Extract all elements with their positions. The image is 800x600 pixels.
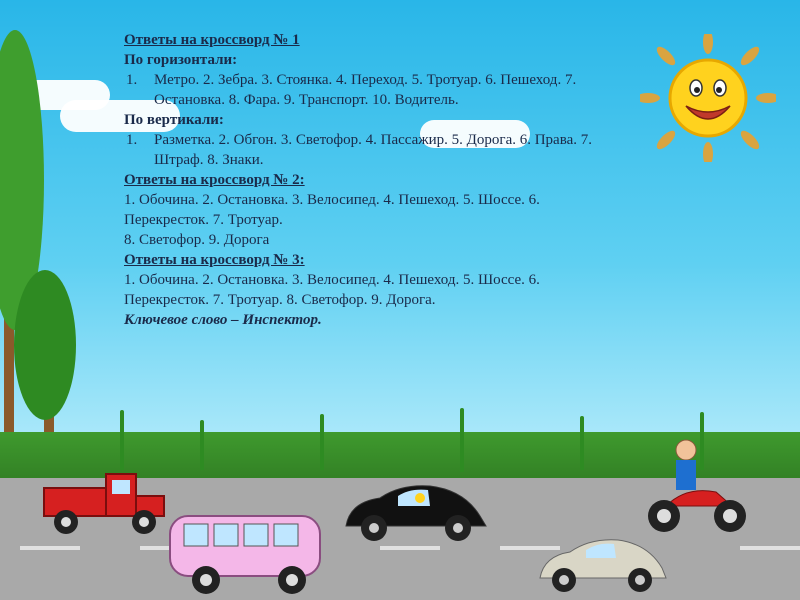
list-number: 1.: [126, 72, 138, 88]
crossword-2-title: Ответы на кроссворд № 2:: [124, 172, 305, 188]
truck-icon: [38, 470, 168, 540]
sun-icon: [640, 34, 776, 162]
crossword-2-answers: 1. Обочина. 2. Остановка. 3. Велосипед. 4. Пешеход. 5. Шоссе. 6. Перекресток. 7. Тротуар.: [124, 192, 540, 228]
answers-block: [124, 30, 624, 330]
grass-blade: [320, 414, 324, 470]
vertical-answers: [124, 130, 624, 170]
motorcycle-icon: [646, 436, 750, 540]
grass-blade: [200, 420, 204, 470]
grass-blade: [580, 416, 584, 470]
horizontal-label: По горизонтали:: [124, 52, 238, 68]
vertical-answers-text: Разметка. 2. Обгон. 3. Светофор. 4. Пассажир. 5. Дорога. 6. Права. 7. Штраф. 8. Знаки.: [154, 132, 593, 168]
crossword-1-title: Ответы на кроссворд № 1: [124, 32, 300, 48]
horizontal-answers-text: Метро. 2. Зебра. 3. Стоянка. 4. Переход. 5. Тротуар. 6. Пешеход. 7. Остановка. 8. Фара. 9. Транспорт. 10. Водитель.: [154, 72, 577, 108]
bus-icon: [166, 510, 324, 598]
horizontal-answers: [124, 70, 624, 110]
road-marking: [20, 546, 80, 550]
road-marking: [740, 546, 800, 550]
car-icon: [534, 536, 670, 596]
road-marking: [380, 546, 440, 550]
crossword-3-title: Ответы на кроссворд № 3:: [124, 252, 305, 268]
car-icon: [340, 482, 490, 544]
crossword-2-answers-cont: 8. Светофор. 9. Дорога: [124, 232, 270, 248]
tree-icon: [14, 270, 76, 420]
list-number: 1.: [126, 132, 138, 148]
grass-blade: [460, 408, 464, 472]
keyword-line: Ключевое слово – Инспектор.: [124, 312, 322, 328]
vertical-label: По вертикали:: [124, 112, 224, 128]
grass-blade: [120, 410, 124, 470]
crossword-3-answers: 1. Обочина. 2. Остановка. 3. Велосипед. 4. Пешеход. 5. Шоссе. 6. Перекресток. 7. Тротуар. 8. Светофор. 9. Дорога.: [124, 272, 540, 308]
